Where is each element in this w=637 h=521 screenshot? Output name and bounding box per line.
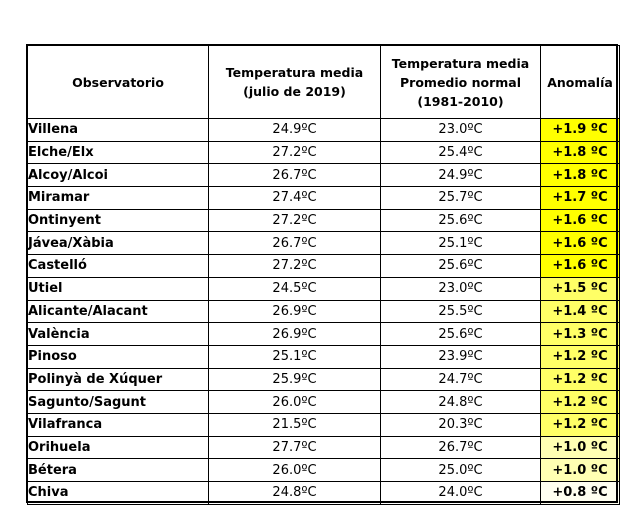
table-body [28, 119, 620, 505]
observatorio-cell: Bétera [28, 459, 209, 482]
promedio-cell: 23.9ºC [381, 345, 541, 368]
anomalia-cell: +1.6 ºC [541, 209, 620, 232]
observatorio-cell: Alicante/Alacant [28, 300, 209, 323]
table-row [28, 209, 620, 232]
table-row [28, 323, 620, 346]
observatorio-cell: Miramar [28, 187, 209, 210]
table-row [28, 459, 620, 482]
header-row [28, 46, 620, 119]
observatorio-cell: Sagunto/Sagunt [28, 391, 209, 414]
anomalia-cell: +1.9 ºC [541, 119, 620, 142]
promedio-cell: 24.7ºC [381, 368, 541, 391]
table-row [28, 436, 620, 459]
promedio-cell: 24.9ºC [381, 164, 541, 187]
table-row [28, 413, 620, 436]
observatorio-cell: Orihuela [28, 436, 209, 459]
observatorio-cell: Pinoso [28, 345, 209, 368]
anomalia-cell: +1.8 ºC [541, 164, 620, 187]
temp-media-cell: 21.5ºC [209, 413, 381, 436]
anomalia-cell: +1.8 ºC [541, 141, 620, 164]
observatorio-cell: Ontinyent [28, 209, 209, 232]
promedio-cell: 23.0ºC [381, 119, 541, 142]
temp-media-cell: 24.5ºC [209, 277, 381, 300]
anomalia-cell: +1.2 ºC [541, 413, 620, 436]
promedio-cell: 25.0ºC [381, 459, 541, 482]
table-row [28, 119, 620, 142]
temp-media-cell: 24.8ºC [209, 482, 381, 505]
observatorio-cell: Utiel [28, 277, 209, 300]
table-row [28, 277, 620, 300]
observatorio-cell: Villena [28, 119, 209, 142]
table-row [28, 232, 620, 255]
anomalia-cell: +1.0 ºC [541, 459, 620, 482]
table-row [28, 164, 620, 187]
header-promedio-line2: Promedio normal [400, 74, 521, 90]
observatorio-cell: Polinyà de Xúquer [28, 368, 209, 391]
temp-media-cell: 26.7ºC [209, 164, 381, 187]
header-anomalia: Anomalía [541, 46, 620, 119]
promedio-cell: 25.5ºC [381, 300, 541, 323]
header-promedio-line1: Temperatura media [391, 55, 530, 71]
anomalia-cell: +0.8 ºC [541, 482, 620, 505]
anomalia-cell: +1.3 ºC [541, 323, 620, 346]
promedio-cell: 23.0ºC [381, 277, 541, 300]
header-temp-media-line1: Temperatura media [225, 65, 364, 80]
temp-media-cell: 27.2ºC [209, 141, 381, 164]
table-row [28, 300, 620, 323]
temp-media-cell: 24.9ºC [209, 119, 381, 142]
observatorio-cell: Alcoy/Alcoi [28, 164, 209, 187]
temp-media-cell: 27.2ºC [209, 255, 381, 278]
header-temp-media [209, 46, 381, 119]
header-promedio-line3: (1981-2010) [417, 93, 504, 109]
table-row [28, 345, 620, 368]
observatorio-cell: Castelló [28, 255, 209, 278]
anomalia-cell: +1.0 ºC [541, 436, 620, 459]
anomalia-cell: +1.5 ºC [541, 277, 620, 300]
table-row [28, 187, 620, 210]
header-promedio [381, 46, 541, 119]
anomalia-cell: +1.6 ºC [541, 232, 620, 255]
header-observatorio: Observatorio [28, 46, 209, 119]
anomalia-cell: +1.7 ºC [541, 187, 620, 210]
promedio-cell: 20.3ºC [381, 413, 541, 436]
temperature-table [27, 45, 620, 505]
temp-media-cell: 26.7ºC [209, 232, 381, 255]
promedio-cell: 24.8ºC [381, 391, 541, 414]
promedio-cell: 25.1ºC [381, 232, 541, 255]
promedio-cell: 25.6ºC [381, 209, 541, 232]
temp-media-cell: 26.0ºC [209, 391, 381, 414]
observatorio-cell: Jávea/Xàbia [28, 232, 209, 255]
observatorio-cell: València [28, 323, 209, 346]
temp-media-cell: 25.1ºC [209, 345, 381, 368]
anomalia-cell: +1.2 ºC [541, 391, 620, 414]
header-temp-media-line2: (julio de 2019) [243, 84, 346, 99]
temp-media-cell: 26.9ºC [209, 300, 381, 323]
table-row [28, 141, 620, 164]
anomalia-cell: +1.2 ºC [541, 368, 620, 391]
promedio-cell: 25.6ºC [381, 323, 541, 346]
promedio-cell: 25.7ºC [381, 187, 541, 210]
temp-media-cell: 25.9ºC [209, 368, 381, 391]
anomalia-cell: +1.4 ºC [541, 300, 620, 323]
promedio-cell: 25.6ºC [381, 255, 541, 278]
table-row [28, 391, 620, 414]
anomalia-cell: +1.2 ºC [541, 345, 620, 368]
table-row [28, 368, 620, 391]
observatorio-cell: Elche/Elx [28, 141, 209, 164]
temp-media-cell: 26.0ºC [209, 459, 381, 482]
temp-media-cell: 27.4ºC [209, 187, 381, 210]
temp-media-cell: 27.2ºC [209, 209, 381, 232]
table-row [28, 255, 620, 278]
promedio-cell: 24.0ºC [381, 482, 541, 505]
anomalia-cell: +1.6 ºC [541, 255, 620, 278]
promedio-cell: 25.4ºC [381, 141, 541, 164]
temp-media-cell: 26.9ºC [209, 323, 381, 346]
observatorio-cell: Chiva [28, 482, 209, 505]
observatorio-cell: Vilafranca [28, 413, 209, 436]
promedio-cell: 26.7ºC [381, 436, 541, 459]
table-row [28, 482, 620, 505]
temp-media-cell: 27.7ºC [209, 436, 381, 459]
